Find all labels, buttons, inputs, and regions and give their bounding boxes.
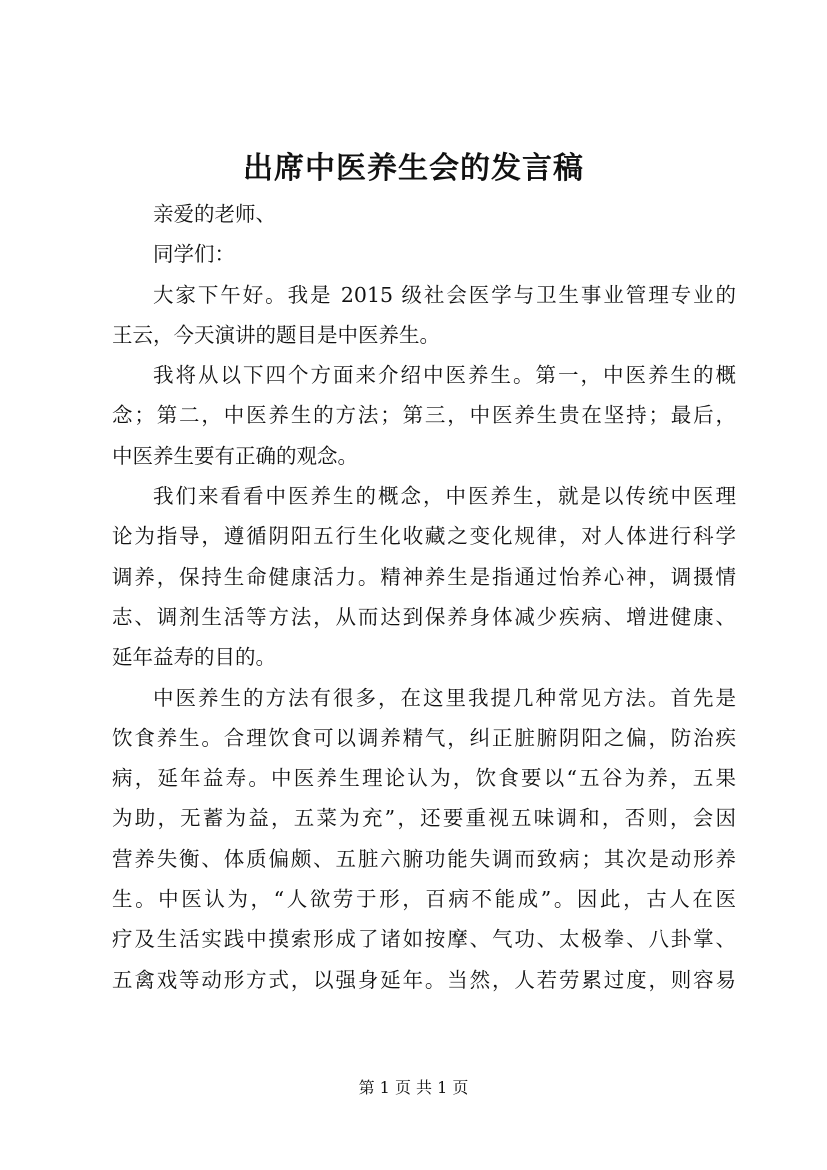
paragraph-line: 病，延年益寿。中医养生理论认为，饮食要以“五谷为养，五果 <box>112 766 736 791</box>
page-number-footer: 第 1 页 共 1 页 <box>358 1078 469 1097</box>
paragraph-line: 我们来看看中医养生的概念，中医养生，就是以传统中医理 <box>153 484 736 509</box>
paragraph-line: 生。中医认为，“人欲劳于形，百病不能成”。因此，古人在医 <box>112 887 736 912</box>
paragraph-line: 大家下午好。我是 2015 级社会医学与卫生事业管理专业的 <box>153 282 736 307</box>
paragraph-line: 延年益寿的目的。 <box>112 645 276 670</box>
paragraph-line: 五禽戏等动形方式，以强身延年。当然，人若劳累过度，则容易 <box>112 967 736 992</box>
paragraph-line: 我将从以下四个方面来介绍中医养生。第一，中医养生的概 <box>153 363 736 388</box>
document-body <box>112 194 736 1000</box>
paragraph-line: 王云，今天演讲的题目是中医养生。 <box>112 322 440 347</box>
salutation-line: 同学们： <box>153 242 235 267</box>
salutation-line: 亲爱的老师、 <box>153 202 276 226</box>
paragraph-line: 为助，无蓄为益，五菜为充”，还要重视五味调和，否则，会因 <box>112 806 736 831</box>
paragraph-line: 论为指导，遵循阴阳五行生化收藏之变化规律，对人体进行科学 <box>112 524 736 549</box>
paragraph-line: 饮食养生。合理饮食可以调养精气，纠正脏腑阴阳之偏，防治疾 <box>112 725 736 750</box>
document-title: 出席中医养生会的发言稿 <box>243 151 584 186</box>
paragraph-line: 疗及生活实践中摸索形成了诸如按摩、气功、太极拳、八卦掌、 <box>112 927 736 952</box>
paragraph-line: 中医养生的方法有很多，在这里我提几种常见方法。首先是 <box>153 685 736 710</box>
paragraph-line: 志、调剂生活等方法，从而达到保养身体减少疾病、增进健康、 <box>112 604 736 629</box>
paragraph-line: 念；第二，中医养生的方法；第三，中医养生贵在坚持；最后， <box>112 403 736 428</box>
paragraph-line: 营养失衡、体质偏颇、五脏六腑功能失调而致病；其次是动形养 <box>112 846 736 871</box>
paragraph-line: 调养，保持生命健康活力。精神养生是指通过怡养心神，调摄情 <box>112 564 736 589</box>
paragraph-line: 中医养生要有正确的观念。 <box>112 443 358 468</box>
